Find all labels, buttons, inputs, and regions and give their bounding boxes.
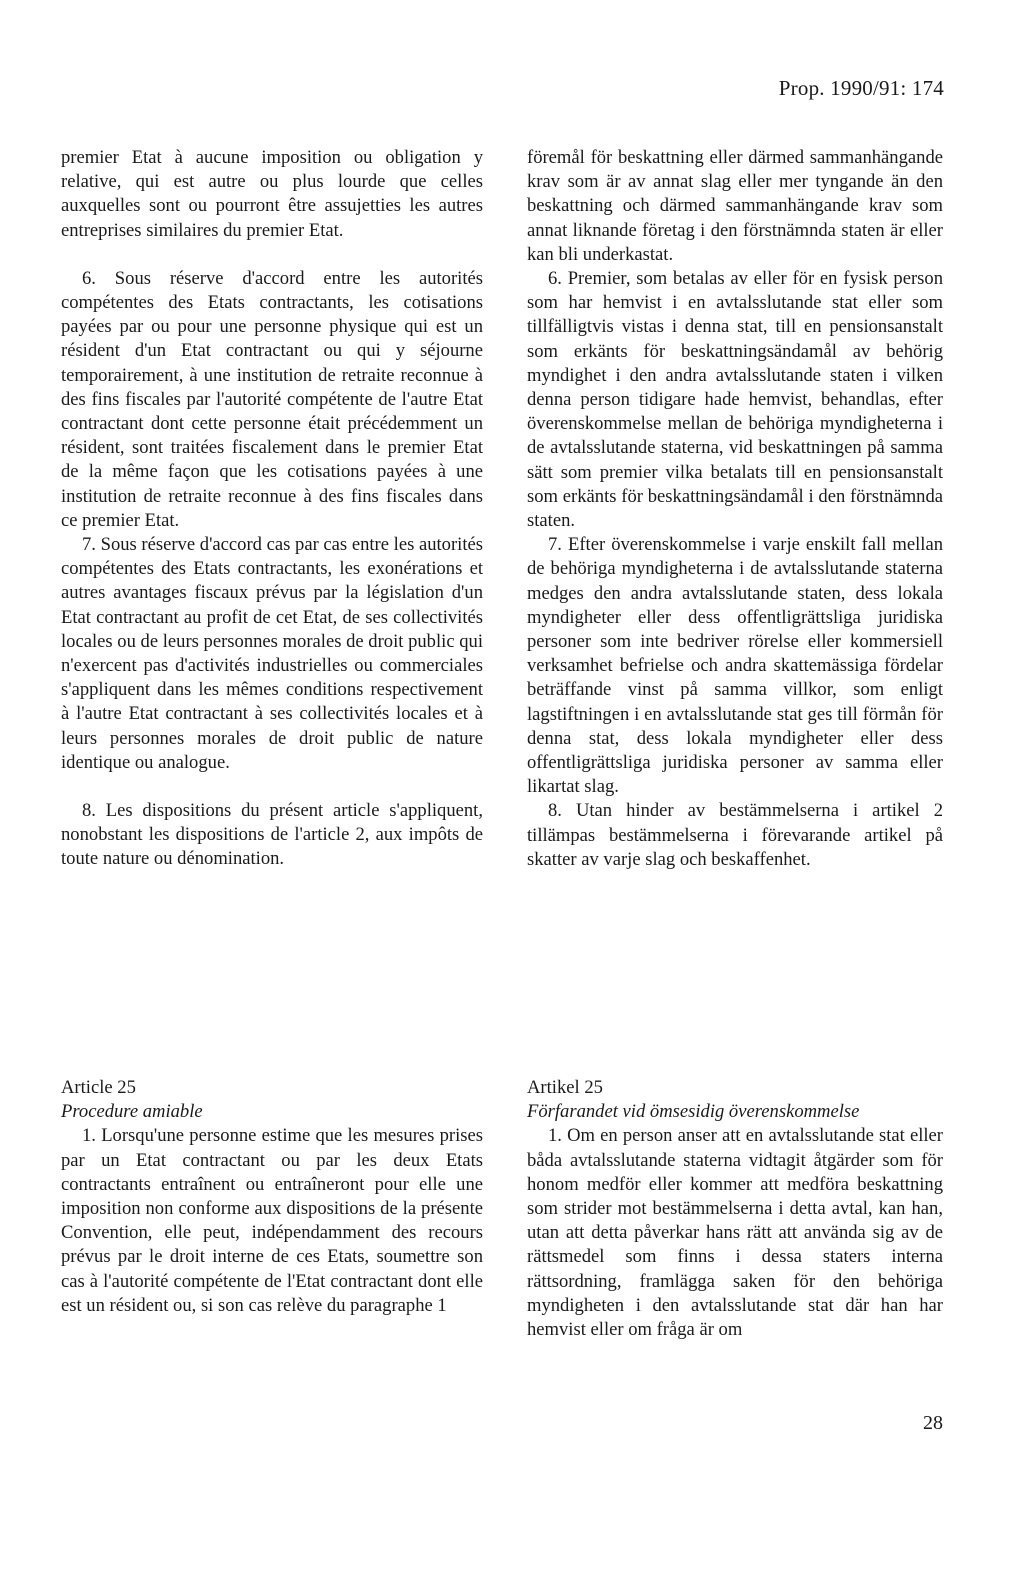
article-subheading: Förfarandet vid ömsesidig överenskommelse [527,1101,860,1123]
article-heading: Artikel 25 [527,1077,603,1098]
page-number: 28 [923,1412,943,1434]
paragraph-7: 7. Sous réserve d'accord cas par cas entre les autorités compétentes des Etats contractants, les exonérations et autres avantages fiscaux prévus par la législation d'un Etat contractant au profit de cet Etat, de ses collectivités locales ou de leurs personnes morales de droit public qui n'exercent pas d'activités industrielles ou commerciales s'appliquent dans les mêmes conditions respectivement à l'autre Etat contractant à ses collectivités locales et à leurs personnes morales de droit public de nature identique ou analogue. [61,534,483,773]
left-column-french-text [61,146,483,872]
article-heading: Article 25 [61,1077,136,1098]
paragraph-6: 6. Premier, som betalas av eller för en fysisk person som har hemvist i en avtalsslutande stat eller som tillfälligtvis vistas i denna stat, till en pensionsanstalt som erkänts för beskattningsändamål av behörig myndighet i den andra avtalsslutande staten i vilken denna person tidigare hade hemvist, behandlas, efter överenskommelse mellan de behöriga myndigheterna i de avtalsslutande staterna, vid beskattningen på samma sätt som premier vilka betalats till en pensionsanstalt som erkänts för beskattningsändamål i den förstnämnda staten. [527,268,943,532]
right-column-swedish-text [527,146,943,872]
article-paragraph-1: 1. Om en person anser att en avtalsslutande stat eller båda avtalsslutande staterna vidtagit åtgärder som för honom medför eller kommer att medföra beskattning som strider mot bestämmelserna i detta avtal, kan han, utan att detta påverkar hans rätt att använda sig av de rättsmedel som finns i dessa staters interna rättsordning, framlägga saken för den behöriga myndigheten i den avtalsslutande stat där han har hemvist eller om fråga är om [527,1125,943,1341]
article-25-swedish [527,1076,943,1342]
paragraph-6: 6. Sous réserve d'accord entre les autorités compétentes des Etats contractants, les cotisations payées par ou pour une personne physique qui est un résident d'un Etat contractant ou qui y séjourne temporairement, à une institution de retraite reconnue à des fins fiscales par l'autorité compétente de l'autre Etat contractant dont cette personne était précédemment un résident, sont traitées fiscalement dans le premier Etat de la même façon que les cotisations payées à une institution de retraite reconnue à des fins fiscales dans ce premier Etat. [61,267,483,531]
paragraph-8: 8. Les dispositions du présent article s'appliquent, nonobstant les dispositions de l'article 2, aux impôts de toute nature ou dénomination. [61,800,483,870]
running-head: Prop. 1990/91: 174 [778,76,944,100]
paragraph-continuation: premier Etat à aucune imposition ou obligation y relative, qui est autre ou plus lourde que celles auxquelles sont ou pourront être assujetties les autres entreprises similaires du premier Etat. [61,147,483,241]
article-paragraph-1: 1. Lorsqu'une personne estime que les mesures prises par un Etat contractant ou par les deux Etats contractants entraînent ou entraîneront pour elle une imposition non conforme aux dispositions de la présente Convention, elle peut, indépendamment des recours prévus par le droit interne de ces Etats, soumettre son cas à l'autorité compétente de l'Etat contractant dont elle est un résident ou, si son cas relève du paragraphe 1 [61,1125,483,1316]
paragraph-8: 8. Utan hinder av bestämmelserna i artikel 2 tillämpas bestämmelserna i förevarande artikel på skatter av varje slag och beskaffenhet. [527,800,943,870]
article-25-french [61,1076,483,1318]
paragraph-continuation: föremål för beskattning eller därmed sammanhängande krav som är av annat slag eller mer tyngande än den beskattning och därmed sammanhängande krav som annat liknande företag i den förstnämnda staten är eller kan bli underkastat. [527,147,943,265]
paragraph-7: 7. Efter överenskommelse i varje enskilt fall mellan de behöriga myndigheterna i de avtalsslutande staterna medges den andra avtalsslutande staten, dess lokala myndigheter eller dess offentligrättsliga juridiska personer som inte bedriver rörelse eller kommersiell verksamhet befrielse och andra skattemässiga fördelar beträffande vinst på samma villkor, som enligt lagstiftningen i en avtalsslutande stat ges till förmån för denna stat, dess lokala myndigheter eller dess offentligrättsliga juridiska personer av samma eller likartat slag. [527,534,943,798]
article-subheading: Procedure amiable [61,1101,203,1123]
